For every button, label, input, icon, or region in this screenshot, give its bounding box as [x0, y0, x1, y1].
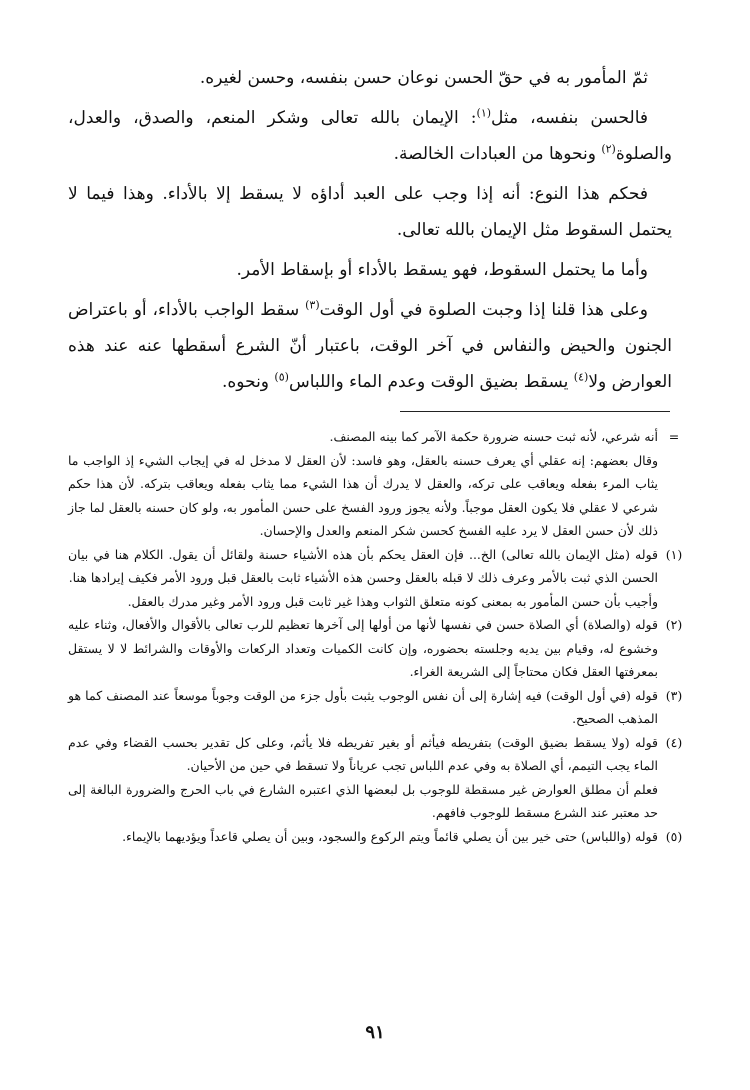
- footnote-3: [68, 684, 690, 731]
- paragraph-5-text-a: وعلى هذا قلنا إذا وجبت الصلوة في أول الوقت: [319, 300, 648, 320]
- paragraph-5-text-d: ونحوه.: [222, 372, 275, 392]
- footnote-5-number: (٥): [665, 828, 683, 844]
- footnote-1-number: (١): [665, 546, 683, 562]
- page-number: ٩١: [365, 1022, 385, 1043]
- paragraph-2-text-a: فالحسن بنفسه، مثل: [491, 108, 648, 128]
- main-text: [68, 60, 672, 400]
- footnote-5-text: قوله (واللباس) حتى خير بين أن يصلي قائماً ويتم الركوع والسجود، وبين أن يصلي قاعداً ويؤديهما بالإيماء.: [122, 828, 658, 844]
- footnote-ref-3[interactable]: (٣): [305, 298, 320, 312]
- footnote-1-text-a: قوله (مثل الإيمان بالله تعالى) الخ... فإن العقل يحكم بأن هذه الأشياء حسنة ولقائل أن يقول. الكلام هنا في بيان الحسن الذي ثبت بالأمر وعرف ذلك لا قبله بالعقل وحسن هذه الأشياء ثابت بالعقل قبل ورود الأمر فكيف إيرادها هنا.: [68, 546, 658, 585]
- paragraph-1: [68, 60, 672, 96]
- footnote-3-number: (٣): [665, 687, 683, 703]
- continuation-mark: =: [668, 429, 680, 444]
- footnote-continuation: [68, 425, 690, 449]
- paragraph-3-text: فحكم هذا النوع: أنه إذا وجب على العبد أداؤه لا يسقط إلا بالأداء. وهذا فيما لا يحتمل السقوط مثل الإيمان بالله تعالى.: [68, 184, 672, 240]
- paragraph-5: [68, 292, 672, 400]
- footnote-3-text: قوله (في أول الوقت) فيه إشارة إلى أن نفس الوجوب يثبت بأول جزء من الوقت وجوباً موسعاً عند المصنف كما هو المذهب الصحيح.: [68, 687, 658, 726]
- paragraph-2: [68, 100, 672, 172]
- paragraph-2-text-b: : الإيمان بالله تعالى وشكر المنعم، والصدق، والعدل، والصلوة: [68, 108, 672, 164]
- footnote-5: [68, 825, 690, 849]
- continuation-text-2: وقال بعضهم: إنه عقلي أي يعرف حسنه بالعقل، وهو فاسد: لأن العقل لا مدخل له في إيجاب الشيء إذ الواجب ما يثاب المرء بفعله ويعاقب على تركه، والعقل لا يدرك أن هذا الشيء مما يثاب بفعله ويعاقب بتركه. لأن هذا حكم شرعي لا عقلي فلا يكون العقل موجباً. ولأنه يجوز ورود الفسخ على حسن المأمور به، ولو كان حسنه بالعقل لما جاز ذلك لأن حسن العقل لا يرد عليه الفسخ كحسن شكر المنعم والعدل والإحسان.: [68, 452, 658, 538]
- footnote-4-text-a: قوله (ولا يسقط بضيق الوقت) بتفريطه فيأثم أو بغير تفريطه فلا يأثم، وعلى كل تقدير بحسب القضاء وفي عدم الماء يجب التيمم، أي الصلاة به وفي عدم اللباس تجب عرياناً ولا تسقط في حين من الأحيان.: [68, 734, 658, 773]
- footnote-4-text-b: فعلم أن مطلق العوارض غير مسقطة للوجوب بل لبعضها الذي اعتبره الشارع في باب الحرج والضرورة البالغة إلى حد معتبر عند الشرع مسقط للوجوب فافهم.: [68, 781, 658, 820]
- footnote-separator: [400, 411, 670, 412]
- footnote-1: [68, 543, 690, 590]
- paragraph-2-text-c: ونحوها من العبادات الخالصة.: [393, 144, 602, 164]
- footnote-4: [68, 731, 690, 778]
- footnotes: [68, 425, 690, 848]
- paragraph-4: [68, 252, 672, 288]
- footnote-2: [68, 613, 690, 684]
- footnote-ref-1[interactable]: (١): [476, 106, 492, 120]
- footnote-ref-5[interactable]: (٥): [274, 370, 289, 384]
- paragraph-5-text-c: يسقط بضيق الوقت وعدم الماء واللباس: [288, 372, 574, 392]
- paragraph-5-text-b: سقط الواجب بالأداء، أو باعتراض الجنون والحيض والنفاس في آخر الوقت، باعتبار أنّ الشرع أسقطها عنه عند هذه العوارض ولا: [68, 300, 672, 392]
- paragraph-3: [68, 176, 672, 248]
- paragraph-1-text: ثمّ المأمور به في حقّ الحسن نوعان حسن بنفسه، وحسن لغيره.: [199, 68, 648, 88]
- footnote-ref-2[interactable]: (٢): [601, 142, 616, 156]
- continuation-text-1: أنه شرعي، لأنه ثبت حسنه ضرورة حكمة الآمر كما بينه المصنف.: [329, 429, 658, 444]
- footnote-2-text: قوله (والصلاة) أي الصلاة حسن في نفسها لأنها من أولها إلى آخرها تعظيم للرب تعالى بالأقوال والأفعال، وثناء عليه وخشوع له، وقيام بين يديه وجلسته بحضوره، وإن كانت الكميات وتعداد الركعات والأوقات والشرائط لا لا يستقل بمعرفتها العقل فكان محتاجاً إلى الشريعة الغراء.: [68, 617, 658, 679]
- footnote-4-number: (٤): [665, 734, 683, 750]
- paragraph-4-text: وأما ما يحتمل السقوط، فهو يسقط بالأداء أو بإسقاط الأمر.: [236, 260, 648, 280]
- footnote-2-number: (٢): [665, 617, 683, 632]
- footnote-ref-4[interactable]: (٤): [573, 370, 589, 384]
- footnote-1-text-b: وأجيب بأن حسن المأمور به بمعنى كونه متعلق الثواب وهذا غير ثابت قبل ورود الأمر وغير مدرك بالعقل.: [127, 593, 658, 609]
